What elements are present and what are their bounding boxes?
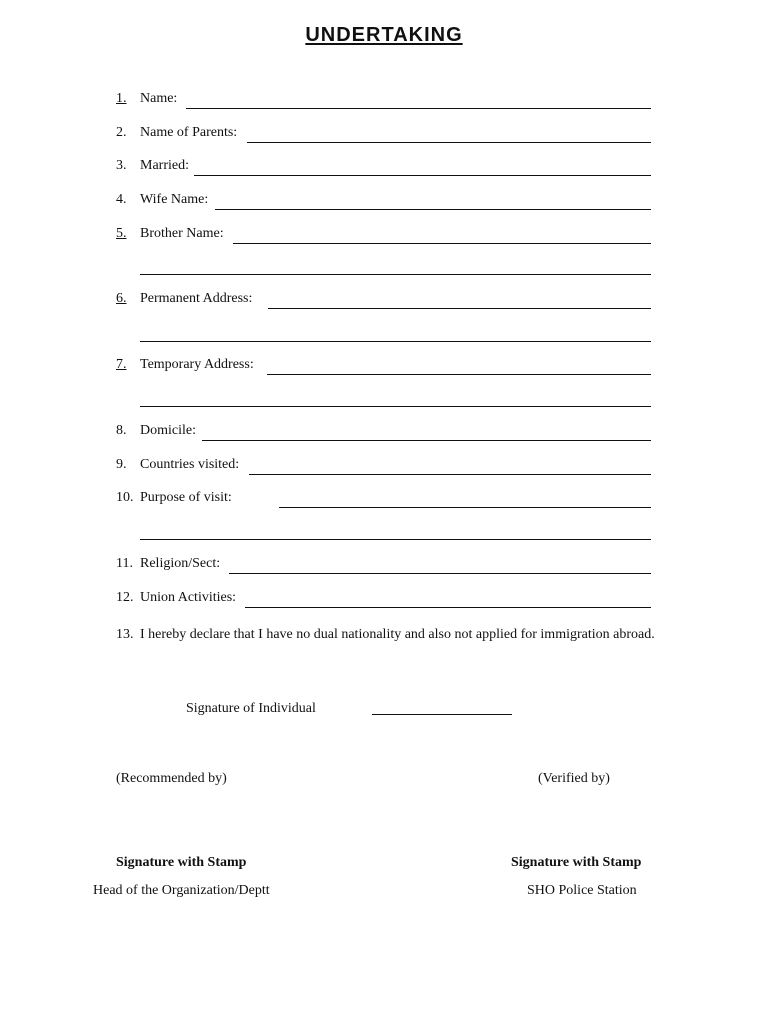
recommended-by-label: (Recommended by) [116, 771, 227, 786]
field-temporary-address [116, 356, 651, 376]
field-label: Purpose of visit: [140, 490, 232, 505]
field-label: Brother Name: [140, 226, 224, 241]
purpose-of-visit-continuation-line[interactable] [140, 539, 651, 540]
married-input-line[interactable] [194, 175, 651, 176]
field-label: Permanent Address: [140, 291, 253, 306]
religion-sect-input-line[interactable] [229, 573, 651, 574]
declaration-number: 13. [116, 627, 134, 642]
permanent-address-continuation-line[interactable] [140, 341, 651, 342]
field-number: 2. [116, 125, 127, 140]
temporary-address-continuation-line[interactable] [140, 406, 651, 407]
temporary-address-input-line[interactable] [267, 374, 651, 375]
signature-individual-label: Signature of Individual [186, 701, 316, 716]
field-label: Union Activities: [140, 590, 237, 605]
field-number: 1. [116, 91, 127, 106]
permanent-address-input-line[interactable] [268, 308, 651, 309]
field-label: Name of Parents: [140, 125, 238, 140]
field-label: Religion/Sect: [140, 556, 221, 571]
field-countries-visited [116, 456, 651, 476]
field-domicile [116, 422, 651, 442]
field-number: 9. [116, 457, 127, 472]
name-input-line[interactable] [186, 108, 651, 109]
countries-visited-input-line[interactable] [249, 474, 651, 475]
field-number: 6. [116, 291, 127, 306]
signature-individual-line[interactable] [372, 714, 512, 715]
field-number: 10. [116, 490, 134, 505]
field-parents [116, 124, 651, 144]
union-activities-input-line[interactable] [245, 607, 651, 608]
field-label: Countries visited: [140, 457, 240, 472]
field-label: Wife Name: [140, 192, 209, 207]
field-purpose-of-visit [116, 489, 651, 509]
brother-name-continuation-line[interactable] [140, 274, 651, 275]
field-number: 11. [116, 556, 133, 571]
field-number: 12. [116, 590, 134, 605]
field-label: Name: [140, 91, 178, 106]
field-religion-sect [116, 555, 651, 575]
left-signature-subtitle: Head of the Organization/Deptt [93, 883, 270, 898]
left-signature-title: Signature with Stamp [116, 855, 247, 870]
field-number: 4. [116, 192, 127, 207]
verified-by-label: (Verified by) [538, 771, 610, 786]
field-number: 7. [116, 357, 127, 372]
field-permanent-address [116, 290, 651, 310]
field-label: Domicile: [140, 423, 196, 438]
field-union-activities [116, 589, 651, 609]
brother-name-input-line[interactable] [233, 243, 651, 244]
page-title: UNDERTAKING [305, 24, 463, 46]
right-signature-title: Signature with Stamp [511, 855, 642, 870]
field-label: Temporary Address: [140, 357, 254, 372]
field-brother-name [116, 225, 651, 245]
field-name [116, 90, 651, 110]
field-number: 8. [116, 423, 127, 438]
field-label: Married: [140, 158, 189, 173]
field-wife-name [116, 191, 651, 211]
declaration-text: I hereby declare that I have no dual nationality and also not applied for immigration abroad. [140, 627, 655, 642]
purpose-of-visit-input-line[interactable] [279, 507, 651, 508]
field-married [116, 157, 651, 177]
domicile-input-line[interactable] [202, 440, 651, 441]
right-signature-subtitle: SHO Police Station [527, 883, 637, 898]
parents-input-line[interactable] [247, 142, 651, 143]
wife-name-input-line[interactable] [215, 209, 651, 210]
field-number: 5. [116, 226, 127, 241]
field-number: 3. [116, 158, 127, 173]
